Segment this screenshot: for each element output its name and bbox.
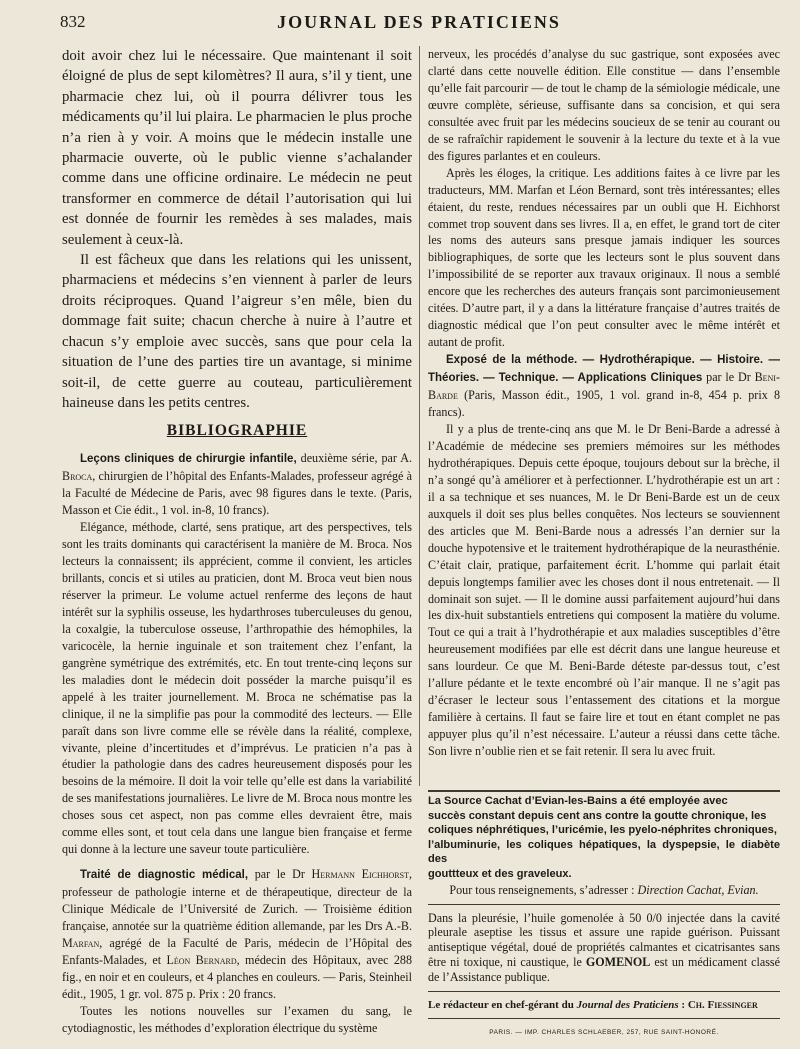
cachat-contact-address: Direction Cachat, Evian. xyxy=(637,882,759,897)
column-divider xyxy=(419,46,420,786)
advertisement-block xyxy=(428,790,780,1036)
review-broca-citation xyxy=(62,450,412,519)
left-paragraph-1: doit avoir chez lui le nécessaire. Que maintenant il soit éloigné de plus de sept kilomètres? Il aura, s’il y tient, une pharmacie chez lui, où il pourra délivrer tous les médicaments qu’il lui plaira. Le pharmacien le plus proche n’a rien à y voir. A moins que le médecin installe une pharmacie ouverte, où le public vienne s’achalander comme dans une officine ordinaire. Le médecin ne peut transformer en commerce de détail l’autorisation qui lui est donnée de fournir les remèdes à ses malades, mais seulement à ceux-là. xyxy=(62,48,412,248)
left-column xyxy=(62,46,412,1037)
review-broca-title: Leçons cliniques de chirurgie infantile, xyxy=(80,453,297,466)
review-eichhorst-details-3: , médecin des Hôpitaux, avec 288 fig., en noir et en couleurs, et 4 planches en couleurs. — Paris, Steinheil édit., 1905, 1 gr. vol. 875 p. Prix : 20 francs. xyxy=(62,952,412,1001)
cachat-line: coliques néphrétiques, l’uricémie, les pyelo-néphrites chroniques, xyxy=(428,824,777,837)
cachat-contact-prefix: Pour tous renseignements, s’adresser : xyxy=(449,882,638,897)
gomenol-text: Dans la pleurésie, l’huile gomenolée à 50 0/0 injectée dans la cavité pleurale aseptise les tissus et assure une rapide guérison. Puissant antiseptique végétal, doué de propriétés calmantes et cicatrisantes sans être ni toxique, ni caustique, le xyxy=(428,910,780,969)
gomenol-advertisement xyxy=(428,911,780,985)
page-header xyxy=(60,10,778,40)
page-number: 832 xyxy=(60,12,86,31)
review-eichhorst-citation xyxy=(62,866,412,1003)
journal-title: JOURNAL DES PRATICIENS xyxy=(277,12,561,32)
review-eichhorst-translator-1: Marfan xyxy=(62,936,100,950)
review-beni-barde-author-prefix: par le Dr xyxy=(702,370,755,385)
review-beni-barde-details: (Paris, Masson édit., 1905, 1 vol. grand in-8, 454 p. prix 8 francs). xyxy=(428,388,780,420)
notice-lower-rule xyxy=(428,991,780,992)
review-eichhorst-author-prefix: par le Dr xyxy=(248,867,312,882)
review-beni-barde-text: Il y a plus de trente-cinq ans que M. le Dr Beni-Barde a adressé à l’Académie de médecine ses premiers mémoires sur les méthodes hydrothérapiques. Depuis cette époque, toujours debout sur la brèche, il n’a songé qu’à améliorer et à perfectionner. L’hydrothérapie est un art : il a sa technique et ses nuances, M. le Dr Beni-Barde est un de ceux auxquels il doit ses plus belles conquêtes. Nos lecteurs se souviennent des articles que M. Beni-Barde nous a adressés l’an dernier sur la douche hypotensive et le traitement hydrothérapique de la neurasthénie. C’était clair, pratique, parfaitement écrit. L’homme qui parlait était depuis longtemps familier avec les choses dont il nous entretenait. — Il dominait son sujet. — Il le domine aussi parfaitement aujourd’hui dans les dix-huit substantiels entretiens qui composent la matière du volume. Tout ce qui a trait à l’hydrothérapie et aux maladies susceptibles d’être heureusement modifiées par elle est décrit dans une langue heureuse et sans lourdeur. Ce que M. Beni-Barde déteste par-dessus tout, c’est l’allure pédante et le texte encombré où l’air manque. Il ne s’agit pas d’écraser le lecteur sous l’entassement des citations et la morgue familière à certains. Il faut se faire lire et tout en étant complet ne pas appuyer plus qu’il n’est nécessaire. L’auteur a réussi dans cette tâche. Son livre n’oublie rien et se fait retenir. Il sera lu avec fruit. xyxy=(428,421,780,759)
right-column xyxy=(428,46,780,760)
review-beni-barde-author: Beni-Barde xyxy=(428,370,780,403)
editor-journal: Journal des Praticiens xyxy=(576,998,679,1011)
right-paragraph-2: Après les éloges, la critique. Les additions faites à ce livre par les traducteurs, MM. Marfan et Léon Bernard, sont très intéressantes; elles étaient, du reste, rendues nécessaires par un oubli que H. Eichhorst commet trop souvent dans ses livres. Il a, en effet, le grand tort de citer les noms des auteurs sans presque jamais indiquer les sources bibliographiques, de sorte que les lecteurs sont le plus souvent dans l’impossibilité de se reporter aux travaux originaux. Il nous a semblé encore que les recherches des auteurs français sont parcimonieusement citées. D’autre part, il y a dans la littérature française d’autres traités de diagnostic médical que l’on peut consulter avec le même intérêt et autant de profit. xyxy=(428,165,780,350)
notice-bottom-rule xyxy=(428,1018,780,1019)
review-eichhorst-details-1: , professeur de pathologie interne et de thérapeutique, directeur de la Clinique Médicale de l’Université de Zurich. — Troisième édition française, annotée sur la quatrième édition allemande, par les Drs A.-B. xyxy=(62,867,413,934)
review-eichhorst-text: Toutes les notions nouvelles sur l’examen du sang, le cytodiagnostic, les méthodes d’exploration électrique du système xyxy=(62,1003,412,1035)
section-heading-bibliographie: BIBLIOGRAPHIE xyxy=(166,422,308,440)
review-eichhorst-details-2: , agrégé de la Faculté de Paris, médecin de l’Hôpital des Enfants-Malades, et xyxy=(62,936,412,967)
left-paragraph-2: Il est fâcheux que dans les relations qui les unissent, pharmaciens et médecins s’en viennent à parler de leurs droits réciproques. Quand l’aigreur s’en mêle, bien du dommage fait suite; chacun cherche à nuire à l’autre et chacun s’y emploie avec succès, sans que pour cela la situation de l’une des parties tire un avantage, si minime soit-il, de cette guerre au couteau, particulièrement haineuse dans les petits centres. xyxy=(62,252,412,411)
printer-imprint: PARIS. — IMP. CHARLES SCHLAEBER, 257, RUE SAINT-HONORÉ. xyxy=(489,1028,719,1036)
review-beni-barde-citation xyxy=(428,351,780,421)
review-broca-details: , chirurgien de l’hôpital des Enfants-Malades, professeur agrégé à la Faculté de Médecine de Paris, avec 98 figures dans le texte. (Paris, Masson et Cie édit., 1 vol. in-8, 10 francs). xyxy=(62,469,412,518)
cachat-advertisement xyxy=(428,792,780,882)
review-broca-author: Broca xyxy=(62,469,93,484)
review-beni-barde-title: Exposé de la méthode. — Hydrothérapique. — Histoire. — Théories. — Technique. — Applications Cliniques xyxy=(428,354,780,385)
right-paragraph-1: nerveux, les procédés d’analyse du suc gastrique, sont exposées avec clarté dans cette nouvelle édition. Elle constitue — dans l’ensemble qu’elle fait parcourir — de tout le champ de la sémiologie médicale, une œuvre complète, sérieuse, suffisante dans sa concision, et qui sera consultée avec fruit par les médecins soucieux de se tenir au courant ou de se rafraîchir rapidement le souvenir à la lecture du texte et à la vue des figures parlantes et en couleurs. xyxy=(428,47,780,163)
cachat-line: La Source Cachat d’Evian-les-Bains a été employée avec xyxy=(428,795,728,807)
editor-name: : Ch. Fiessinger xyxy=(678,998,758,1011)
cachat-line: succès constant depuis cent ans contre la goutte chronique, les xyxy=(428,809,767,822)
review-eichhorst-title: Traité de diagnostic médical, xyxy=(80,869,249,882)
cachat-contact xyxy=(428,882,780,898)
cachat-line: l’albuminurie, les coliques hépatiques, la dyspepsie, le diabète des xyxy=(428,838,780,866)
review-eichhorst-author: Hermann Eichhorst xyxy=(311,867,409,882)
notice-middle-rule xyxy=(428,904,780,905)
review-broca-text: Elégance, méthode, clarté, sens pratique, art des perspectives, tels sont les traits dominants qui caractérisent la manière de M. Broca. Nos lecteurs la connaissent; ils apprécient, comme il convient, les articles brillants, concis et si utiles au praticien, dont M. Broca veut bien nous réserver la primeur. Le volume actuel renferme des leçons de haut intérêt sur la syphilis osseuse, les hydarthroses tuberculeuses du genou, la coxalgie, la tuberculose osseuse, l’arthropathie des hémophiles, la varicocèle, la hernie inguinale et son traitement chez l’enfant, la gangrène symétrique des extrémités, etc. En tout trente-cinq leçons sur les maladies dont le médecin doit posséder la marche puisqu’il es appelé à les traiter journellement. M. Broca ne schématise pas la clinique, il ne la simplifie pas pour la commodité des lecteurs. — Elle paraît dans son livre comme elle se révèle dans la réalité, complexe, vivante, pleine d’incertitudes et d’imprévus. Le praticien n’a pas à étudier la pathologie dans des cadres heureusement disposés pour les besoins de la mémoire. Il doit la voir telle qu’elle est dans la variabilité de ses manifestations journalières. Le livre de M. Broca nous montre les choses sous cet aspect, non pas comme elles devraient être, mais comme elles sont, et tout cela dans une langue bien française et ferme qui donne à la lecture une saveur toute particulière. xyxy=(62,520,412,857)
editor-line xyxy=(428,998,780,1012)
cachat-line: gouttteux et des graveleux. xyxy=(428,867,572,880)
gomenol-brand: GOMENOL xyxy=(585,954,651,969)
review-eichhorst-translator-2: Léon Bernard xyxy=(166,952,237,967)
editor-prefix: Le rédacteur en chef-gérant du xyxy=(428,998,577,1011)
review-broca-author-prefix: deuxième série, par A. xyxy=(296,451,412,466)
gomenol-end: est un médicament classé de l’Assistance publique. xyxy=(428,954,780,984)
